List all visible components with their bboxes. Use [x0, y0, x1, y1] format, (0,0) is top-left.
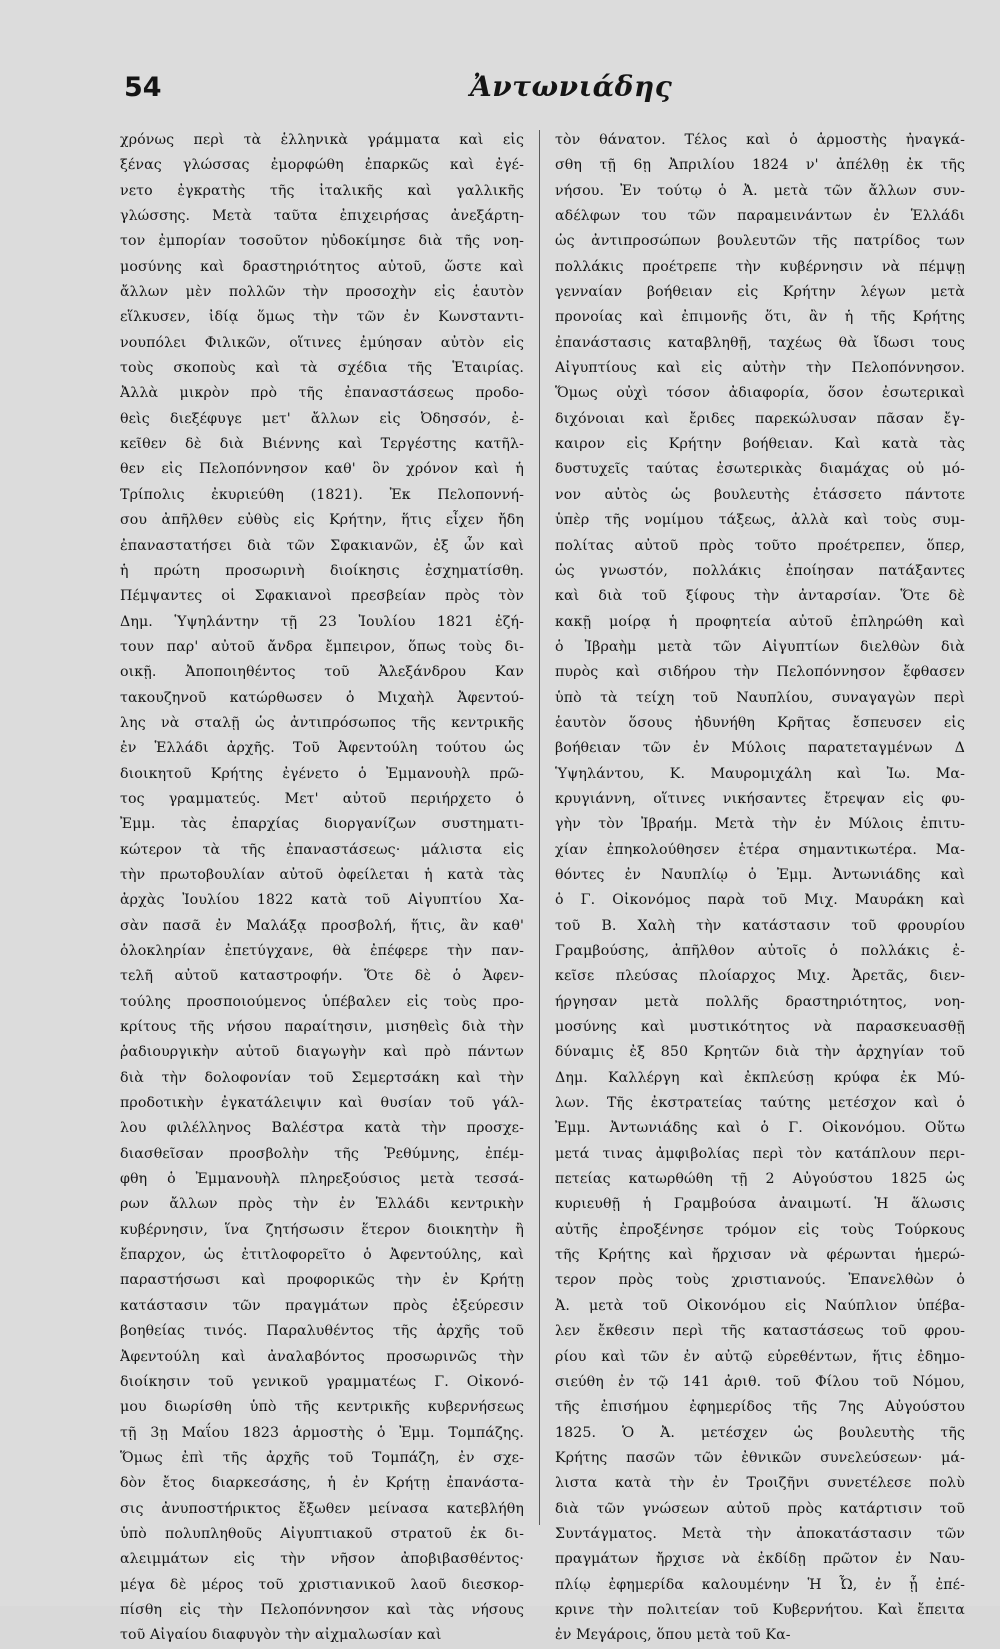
- text-line: τὴν πρωτοβουλίαν αὐτοῦ ὀφείλεται ἡ κατὰ τὰς: [120, 866, 524, 883]
- text-line: Δημ. Ὑψηλάντην τῇ 23 Ἰουλίου 1821 ἐζή-: [120, 613, 524, 630]
- text-line: Αἰγυπτίους καὶ εἰς αὐτὴν τὴν Πελοπόννησον.: [555, 360, 965, 377]
- text-line: λου φιλέλληνος Βαλέστρα κατὰ τὴν προσχε-: [120, 1120, 524, 1137]
- text-line: φθη ὁ Ἐμμανουὴλ πληρεξούσιος μετὰ τεσσά-: [120, 1171, 524, 1188]
- text-line: ξένας γλώσσας ἐμορφώθη ἐπαρκῶς καὶ ἐγέ-: [120, 157, 524, 174]
- text-line: ἀρχὰς Ἰουλίου 1822 κατὰ τοῦ Αἰγυπτίου Χα-: [120, 892, 524, 909]
- text-line: πυρὸς καὶ σιδήρου τὴν Πελοπόννησον ἔφθασεν: [555, 664, 965, 681]
- text-line: διοικητοῦ Κρήτης ἐγένετο ὁ Ἐμμανουὴλ πρῶ-: [120, 765, 524, 782]
- text-line: ἔπαρχον, ὡς ἐτιτλοφορεῖτο ὁ Ἀφεντούλης, καὶ: [120, 1247, 524, 1264]
- text-line: Δημ. Καλλέργη καὶ ἐκπλεύσῃ κρύφα ἐκ Μύ-: [555, 1069, 965, 1086]
- text-line: λεν ἔκθεσιν περὶ τῆς καταστάσεως τοῦ φρου-: [555, 1323, 965, 1340]
- text-line: σὰν πασᾶ ἐν Μαλάξᾳ προσβολή, ἥτις, ἂν καθ': [120, 917, 524, 934]
- text-line: εἵλκυσεν, ἰδίᾳ ὅμως τὴν τῶν ἐν Κωνσταντι-: [120, 309, 524, 326]
- text-line: οικῇ. Ἀποποιηθέντος τοῦ Ἀλεξάνδρου Καν: [120, 664, 524, 681]
- text-line: ἡ πρώτη προσωρινὴ διοίκησις ἐσχηματίσθη.: [120, 562, 524, 579]
- text-line: ρίου καὶ τῶν ἐν αὐτῷ εὑρεθέντων, ἥτις ἐδημο-: [555, 1348, 965, 1365]
- running-head: Ἀντωνιάδης: [470, 70, 673, 103]
- text-line: νετο ἐγκρατὴς τῆς ἰταλικῆς καὶ γαλλικῆς: [120, 182, 524, 199]
- text-line: τοῦ Αἰγαίου διαφυγὸν τὴν αἰχμαλωσίαν καὶ: [120, 1627, 442, 1644]
- text-line: λων. Τῆς ἐκστρατείας ταύτης μετέσχον καὶ ὁ: [555, 1095, 965, 1112]
- text-line: Ἐμμ. Ἀντωνιάδης καὶ ὁ Γ. Οἰκονόμου. Οὕτω: [555, 1120, 965, 1137]
- page-number: 54: [124, 72, 162, 103]
- text-line: 1825. Ὁ Ἀ. μετέσχεν ὡς βουλευτὴς τῆς: [555, 1424, 965, 1441]
- text-line: κακῇ μοίρᾳ ἡ προφητεία αὐτοῦ ἐπληρώθη καὶ: [555, 613, 965, 630]
- text-line: Γραμβούσης, ἀπῆλθον αὐτοῖς ὁ πολλάκις ἐ-: [555, 943, 965, 959]
- text-line: ἐπαναστατήσει διὰ τῶν Σφακιανῶν, ἐξ ὧν καὶ: [120, 537, 524, 554]
- text-line: τῆς Κρήτης καὶ ἤρχισαν νὰ φέρωνται ἡμερώ-: [555, 1247, 965, 1264]
- right-text-column: [555, 128, 965, 1649]
- text-line: Συντάγματος. Μετὰ τὴν ἀποκατάστασιν τῶν: [555, 1525, 965, 1542]
- text-line: κεῖσε πλεύσας πλοίαρχος Μιχ. Ἀρετᾶς, διεν-: [555, 968, 965, 985]
- text-line: προδοτικὴν ἐγκατάλειψιν καὶ θυσίαν τοῦ γάλ-: [120, 1095, 524, 1112]
- text-line: πετείας κατωρθώθη τῇ 2 Αὐγούστου 1825 ὡς: [555, 1171, 965, 1188]
- text-line: σου ἀπῆλθεν εὐθὺς εἰς Κρήτην, ἥτις εἶχεν ἤδη: [120, 512, 524, 529]
- text-line: Τρίπολις ἐκυριεύθη (1821). Ἐκ Πελοποννή-: [120, 486, 524, 503]
- text-line: Ὅμως οὐχὶ τόσον ἀδιαφορία, ὅσον ἐσωτερικαὶ: [555, 385, 965, 402]
- text-line: λιστα κατὰ τὴν ἐν Τροιζῆνι συνετέλεσε πολὺ: [555, 1475, 965, 1492]
- text-line: ὡς ἀντιπροσώπων βουλευτῶν τῆς πατρίδος των: [555, 233, 965, 250]
- text-line: ῥαδιουργικὴν αὐτοῦ διαγωγὴν καὶ πρὸ πάντων: [120, 1044, 524, 1061]
- text-line: βοήθειαν τῶν ἐν Μύλοις παρατεταγμένων Δ: [555, 740, 965, 757]
- text-line: ὡς γνωστόν, πολλάκις ἐποίησαν πατάξαντες: [555, 562, 965, 579]
- text-line: θόντες ἐν Ναυπλίῳ ὁ Ἐμμ. Ἀντωνιάδης καὶ: [555, 866, 965, 883]
- text-line: διὰ τὴν δολοφονίαν τοῦ Σεμερτσάκη καὶ τὴν: [120, 1069, 524, 1086]
- text-line: Ἐμμ. τὰς ἐπαρχίας διοργανίζων συστηματι-: [120, 816, 524, 833]
- text-line: ὑπὸ πολυπληθοῦς Αἰγυπτιακοῦ στρατοῦ ἐκ δι-: [120, 1525, 524, 1542]
- text-line: θεὶς διεξέφυγε μετ' ἄλλων εἰς Ὀδησσόν, ἐ-: [120, 410, 524, 427]
- text-line: σιεύθη ἐν τῷ 141 ἀριθ. τοῦ Φίλου τοῦ Νόμου,: [555, 1373, 965, 1390]
- text-line: χρόνως περὶ τὰ ἑλληνικὰ γράμματα καὶ εἰς: [120, 132, 524, 148]
- text-line: γενναίαν βοήθειαν εἰς Κρήτην λέγων μετὰ: [555, 284, 965, 301]
- text-line: διχόνοιαι καὶ ἔριδες παρεκώλυσαν πᾶσαν ἔγ-: [555, 410, 965, 427]
- text-line: τοῦ Β. Χαλὴ τὴν κατάστασιν τοῦ φρουρίου: [555, 917, 965, 934]
- text-line: Ὑψηλάντου, Κ. Μαυρομιχάλη καὶ Ἰω. Μα-: [555, 765, 965, 782]
- text-line: γλώσσης. Μετὰ ταῦτα ἐπιχειρήσας ἀνεξάρτη-: [120, 208, 524, 225]
- text-line: νουπόλει Φιλικῶν, οἵτινες ἐμύησαν αὐτὸν εἰς: [120, 334, 524, 351]
- text-line: Ἀφεντούλη καὶ ἀναλαβόντος προσωρινῶς τὴν: [120, 1348, 524, 1365]
- text-line: ὁ Ἰβραὴμ μετὰ τῶν Αἰγυπτίων διελθὼν διὰ: [555, 638, 965, 655]
- text-line: γὴν τὸν Ἰβραήμ. Μετὰ τὴν ἐν Μύλοις ἐπιτυ-: [555, 816, 965, 833]
- text-line: παραστήσωσι καὶ προφορικῶς τὴν ἐν Κρήτῃ: [120, 1272, 524, 1289]
- text-line: μου διωρίσθη ὑπὸ τῆς κεντρικῆς κυβερνήσεως: [120, 1399, 524, 1416]
- text-line: μοσύνης καὶ μυστικότητος νὰ παρασκευασθῇ: [555, 1019, 965, 1036]
- text-line: αλειμμάτων εἰς τὴν νῆσον ἀποβιβασθέντος·: [120, 1551, 524, 1568]
- text-line: ήργησαν μετὰ πολλῆς δραστηριότητος, νοη-: [555, 993, 965, 1010]
- text-line: τακουζηνοῦ κατώρθωσεν ὁ Μιχαὴλ Ἀφεντού-: [120, 689, 524, 706]
- text-line: τούλης προσποιούμενος ὑπέβαλεν εἰς τοὺς προ-: [120, 993, 524, 1010]
- text-line: ἄλλων μὲν πολλῶν τὴν προσοχὴν εἰς ἑαυτὸν: [120, 284, 524, 301]
- text-line: κυβέρνησιν, ἵνα ζητήσωσιν ἕτερον διοικητὴν ἢ: [120, 1221, 524, 1238]
- text-line: τελῆ αὐτοῦ καταστροφήν. Ὅτε δὲ ὁ Ἀφεν-: [120, 968, 524, 985]
- text-line: καιρον εἰς Κρήτην βοήθειαν. Καὶ κατὰ τὰς: [555, 436, 965, 453]
- text-line: χίαν ἐπηκολούθησεν ἑτέρα σημαντικωτέρα. Μα-: [555, 841, 965, 858]
- text-line: λης νὰ σταλῇ ὡς ἀντιπρόσωπος τῆς κεντρικῆς: [120, 714, 524, 731]
- text-line: διὰ τῶν γνώσεων αὐτοῦ πρὸς κατάρτισιν τοῦ: [555, 1500, 965, 1517]
- text-line: διασθεῖσαν προσβολὴν τῆς Ῥεθύμνης, ἐπέμ-: [120, 1145, 524, 1162]
- text-line: ἐν Μεγάροις, ὅπου μετὰ τοῦ Κα-: [555, 1627, 791, 1644]
- text-line: ὑπὲρ τῆς νομίμου τάξεως, ἀλλὰ καὶ τοὺς συμ-: [555, 512, 965, 529]
- text-line: ὁλοκληρίαν ἐπετύγχανε, θὰ ἐπέφερε τὴν παν-: [120, 943, 524, 959]
- text-line: αὐτῆς ἐπροξένησε τρόμον εἰς τοὺς Τούρκους: [555, 1221, 965, 1238]
- text-line: ἑαυτὸν ὅσους ἠδυνήθη Κρῆτας ἔσπευσεν εἰς: [555, 714, 965, 731]
- column-divider: [539, 130, 540, 1525]
- text-line: πίσθη εἰς τὴν Πελοπόννησον καὶ τὰς νήσους: [120, 1601, 524, 1618]
- text-line: τῆς ἐπισήμου ἐφημερίδος τῆς 7ης Αὐγούστου: [555, 1399, 965, 1416]
- text-line: ἐν Ἑλλάδι ἀρχῆς. Τοῦ Ἀφεντούλη τούτου ὡς: [120, 740, 524, 757]
- text-line: πραγμάτων ἤρχισε νὰ ἐκδίδῃ πρῶτον ἐν Ναυ-: [555, 1551, 965, 1568]
- text-line: νον αὐτὸς ὡς βουλευτὴς ἐτάσσετο πάντοτε: [555, 486, 965, 503]
- text-line: μέγα δὲ μέρος τοῦ χριστιανικοῦ λαοῦ διεσκορ-: [120, 1576, 524, 1593]
- text-line: ρων ἄλλων πρὸς τὴν ἐν Ἑλλάδι κεντρικὴν: [120, 1196, 524, 1213]
- text-line: θεν εἰς Πελοπόννησον καθ' ὃν χρόνον καὶ ἡ: [120, 461, 524, 478]
- text-line: πολίτας αὐτοῦ πρὸς τοῦτο προέτρεπεν, ὅπερ,: [555, 537, 965, 554]
- text-line: Κρήτης πασῶν τῶν ἐθνικῶν συνελεύσεων· μά-: [555, 1449, 965, 1466]
- text-line: τουν παρ' αὐτοῦ ἄνδρα ἔμπειρον, ὅπως τοὺς δι-: [120, 638, 524, 655]
- text-line: διοίκησιν τοῦ γενικοῦ γραμματέως Γ. Οἰκονό-: [120, 1373, 524, 1390]
- text-line: πολλάκις προέτρεπε τὴν κυβέρνησιν νὰ πέμψῃ: [555, 258, 965, 275]
- text-line: κρυγιάννη, οἵτινες νικήσαντες ἔτρεψαν εἰς φυ-: [555, 790, 965, 807]
- text-line: τος γραμματεύς. Μετ' αὐτοῦ περιήρχετο ὁ: [120, 790, 524, 807]
- text-line: κρίτους τῆς νήσου παραίτησιν, μισηθεὶς διὰ τὴν: [120, 1019, 524, 1036]
- text-line: βοηθείας τινός. Παραλυθέντος τῆς ἀρχῆς τοῦ: [120, 1323, 524, 1340]
- text-line: δύναμις ἐξ 850 Κρητῶν διὰ τὴν ἀρχηγίαν τοῦ: [555, 1044, 965, 1061]
- text-line: τον ἐμπορίαν τοσοῦτον ηὐδοκίμησε διὰ τῆς νοη-: [120, 233, 524, 250]
- text-line: ὑπὸ τὰ τείχη τοῦ Ναυπλίου, συναγαγὼν περὶ: [555, 689, 965, 706]
- text-line: δυστυχεῖς ταύτας ἐσωτερικὰς διαμάχας οὐ μό-: [555, 461, 965, 478]
- text-line: μοσύνης καὶ δραστηριότητος αὐτοῦ, ὥστε καὶ: [120, 258, 524, 275]
- text-line: πλίῳ ἐφημερίδα καλουμένην Ἡ Ὦ, ἐν ᾗ ἐπέ-: [555, 1576, 965, 1593]
- text-line: τῇ 3ῃ Μαΐου 1823 ἁρμοστὴς ὁ Ἐμμ. Τομπάζης.: [120, 1424, 524, 1441]
- text-line: κυριευθῇ ἡ Γραμβούσα ἀναιμωτί. Ἡ ἅλωσις: [555, 1196, 965, 1213]
- text-line: σις ἀνυποστήρικτος ἔξωθεν μείνασα κατεβλήθη: [120, 1500, 524, 1517]
- text-line: κατάστασιν τῶν πραγμάτων πρὸς ἐξεύρεσιν: [120, 1297, 524, 1314]
- text-line: Ὅμως ἐπὶ τῆς ἀρχῆς τοῦ Τομπάζη, ἐν σχε-: [120, 1449, 524, 1466]
- text-line: κώτερον τὰ τῆς ἐπαναστάσεως· μάλιστα εἰς: [120, 841, 524, 858]
- text-line: αδέλφων του τῶν παραμεινάντων ἐν Ἑλλάδι: [555, 208, 965, 225]
- text-line: ὁ Γ. Οἰκονόμος παρὰ τοῦ Μιχ. Μαυράκη καὶ: [555, 892, 965, 909]
- text-line: ἐπανάστασις καταβληθῇ, ταχέως θὰ ἴδωσι τους: [555, 334, 965, 351]
- page-header: [120, 68, 880, 112]
- text-line: τοὺς σκοποὺς καὶ τὰ σχέδια τῆς Ἑταιρίας.: [120, 360, 524, 377]
- text-line: Πέμψαντες οἱ Σφακιανοὶ πρεσβείαν πρὸς τὸν: [120, 588, 524, 605]
- text-line: προνοίας καὶ ἐπιμονῆς ὅτι, ἂν ἡ τῆς Κρήτης: [555, 309, 965, 326]
- text-line: κρινε τὴν πολιτείαν τοῦ Κυβερνήτου. Καὶ ἔπειτα: [555, 1601, 965, 1618]
- text-line: μετά τινας ἀμφιβολίας περὶ τὸν κατάπλουν περι-: [555, 1145, 965, 1162]
- text-line: τὸν θάνατον. Τέλος καὶ ὁ ἁρμοστὴς ἠναγκά-: [555, 132, 965, 148]
- text-line: Ἀ. μετὰ τοῦ Οἰκονόμου εἰς Ναύπλιον ὑπέβα-: [555, 1297, 965, 1314]
- text-line: τερον πρὸς τοὺς χριστιανούς. Ἐπανελθὼν ὁ: [555, 1272, 965, 1289]
- text-line: Ἀλλὰ μικρὸν πρὸ τῆς ἐπαναστάσεως προδο-: [120, 385, 524, 402]
- text-line: σθη τῇ 6ῃ Ἀπριλίου 1824 ν' ἀπέλθῃ ἐκ τῆς: [555, 157, 965, 174]
- text-line: καὶ διὰ τοῦ ξίφους τὴν ἀνταρσίαν. Ὅτε δὲ: [555, 588, 965, 605]
- text-line: κεῖθεν δὲ διὰ Βιέννης καὶ Τεργέστης κατῆλ-: [120, 436, 524, 453]
- text-line: νήσου. Ἐν τούτῳ ὁ Ἀ. μετὰ τῶν ἄλλων συν-: [555, 182, 965, 199]
- text-line: δὸν ἔτος διαρκεσάσης, ἡ ἐν Κρήτῃ ἐπανάστα-: [120, 1475, 524, 1492]
- left-text-column: [120, 128, 524, 1649]
